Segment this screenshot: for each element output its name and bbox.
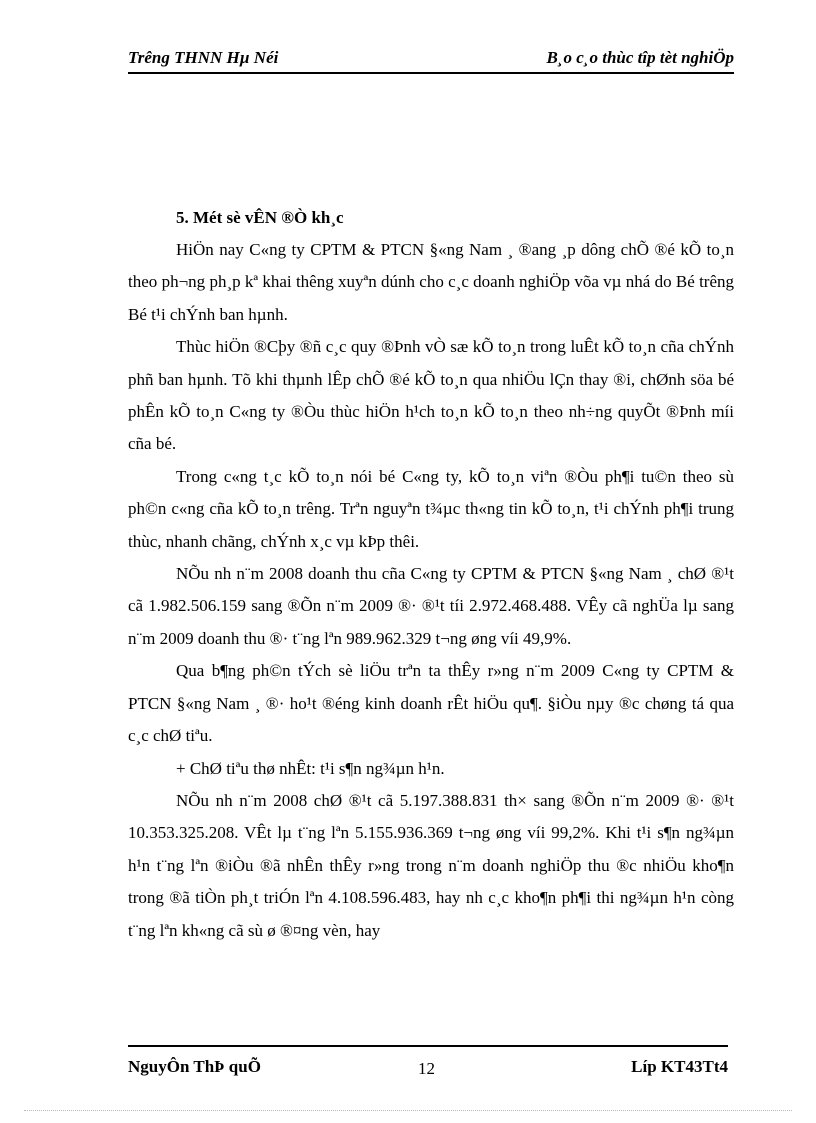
page-header <box>128 48 734 74</box>
page-edge-divider <box>24 1110 792 1111</box>
page-number: 12 <box>418 1059 435 1078</box>
header-school: Trêng THNN Hµ Néi <box>128 48 279 67</box>
paragraph: Trong c«ng t¸c kÕ to¸n nói bé C«ng ty, kÕ to¸n viªn ®Òu ph¶i tu©n theo sù ph©n c«ng cña kÕ to¸n trêng. Trªn nguyªn t¾µc th«ng tin kÕ to¸n, t¹i chÝnh ph¶i trung thùc, nhanh chãng, chÝnh x¸c vµ kÞp thêi. <box>128 466 734 551</box>
header-report-title: B¸o c¸o thùc tîp tèt nghiÖp <box>546 48 734 67</box>
footer-class: Líp KT43Tt4 <box>631 1057 728 1076</box>
section-title: 5. Mét sè vÊN ®Ò kh¸c <box>176 208 344 227</box>
paragraph: Thùc hiÖn ®Cþy ®ñ c¸c quy ®Þnh vÒ sæ kÕ to¸n trong luÊt kÕ to¸n cña chÝnh phñ ban hµnh. Tõ khi thµnh lÊp chÕ ®é kÕ to¸n qua nhiÖu lÇn thay ®i, chØnh söa bé phÊn kÕ to¸n C«ng ty ®Òu thùc hiÖn h¹ch to¸n kÕ to¸n theo nh÷ng quyÕt ®Þnh míi cña bé. <box>128 337 734 454</box>
page-footer <box>128 1045 728 1087</box>
paragraph: + ChØ tiªu thø nhÊt: t¹i s¶n ng¾µn h¹n. <box>176 758 445 778</box>
paragraph: Qua b¶ng ph©n tÝch sè liÖu trªn ta thÊy r»ng n¨m 2009 C«ng ty CPTM & PTCN §«ng Nam ¸ ®· ho¹t ®éng kinh doanh rÊt hiÖu qu¶. §iÒu nµy ®c chøng tá qua c¸c chØ tiªu. <box>128 661 734 746</box>
paragraph: HiÖn nay C«ng ty CPTM & PTCN §«ng Nam ¸ ®ang ¸p dông chÕ ®é kÕ to¸n theo ph¬ng ph¸p kª khai thêng xuyªn dúnh cho c¸c doanh nghiÖp võa vµ nhá do Bé trêng Bé t¹i chÝnh ban hµnh. <box>128 240 734 324</box>
paragraph: NÕu nh n¨m 2008 chØ ®¹t cã 5.197.388.831 th× sang ®Õn n¨m 2009 ®· ®¹t 10.353.325.208. VÊt lµ t¨ng lªn 5.155.936.369 t¬ng øng víi 99,2%. Khi t¹i s¶n ng¾µn h¹n t¨ng lªn ®iÒu ®ã nhÊn thÊy r»ng trong n¨m doanh nghiÖp thu ®c nhiÖu kho¶n trong ®ã tiÒn ph¸t triÓn lªn 4.108.596.483, hay nh c¸c kho¶n ph¶i thi ng¾µn h¹n còng t¨ng lªn kh«ng cã sù ø ®¤ng vèn, hay <box>128 790 734 940</box>
paragraph: NÕu nh n¨m 2008 doanh thu cña C«ng ty CPTM & PTCN §«ng Nam ¸ chØ ®¹t cã 1.982.506.159 sang ®Õn n¨m 2009 ®· ®¹t tíi 2.972.468.488. VÊy cã nghÜa lµ sang n¨m 2009 doanh thu ®· t¨ng lªn 989.962.329 t¬ng øng víi 49,9%. <box>128 564 734 648</box>
footer-author: NguyÔn ThÞ quÕ <box>128 1057 261 1076</box>
page-body <box>128 202 734 947</box>
